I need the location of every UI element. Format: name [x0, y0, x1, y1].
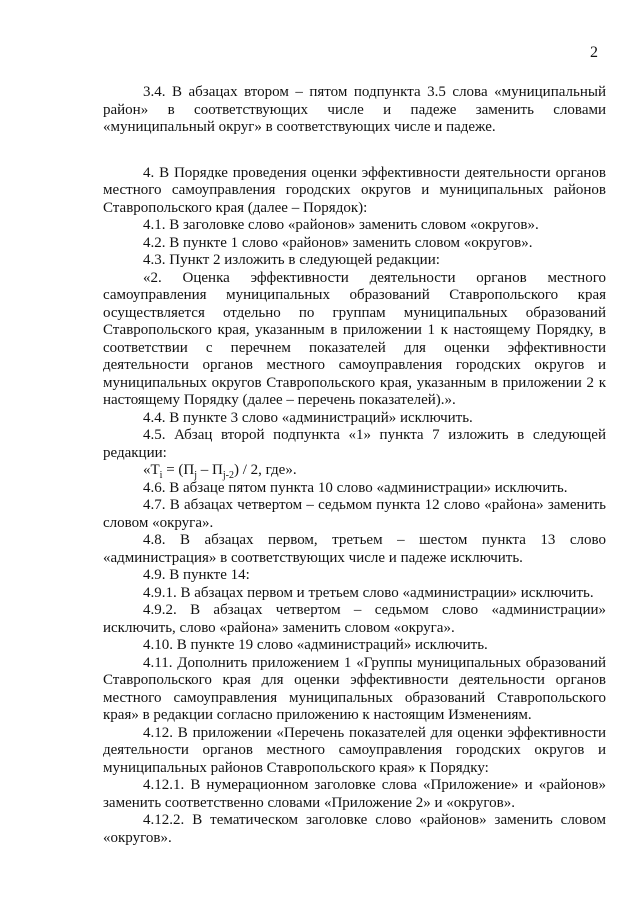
paragraph-4-6: 4.6. В абзаце пятом пункта 10 слово «администрации» исключить.: [143, 479, 568, 496]
paragraph-4-1: 4.1. В заголовке слово «районов» заменить словом «округов».: [143, 217, 539, 233]
paragraph-4-3-text: «2. Оценка эффективности деятельности органов местного самоуправления муниципальных образований Ставропольского края осуществляется отдельно по группам муниципальных образований Ставропольского края, указанным в приложении 1 к настоящему Порядку, в соответствии с перечнем показателей для оценки эффективности деятельности органов местного самоуправления городских округов и муниципальных округов Ставропольского края, указанным в приложении 2 к настоящему Порядку (далее – перечень показателей).».: [103, 269, 606, 408]
formula-open: «T: [143, 462, 160, 478]
paragraph-4-11: 4.11. Дополнить приложением 1 «Группы муниципальных образований Ставропольского края для оценки эффективности деятельности органов местного самоуправления муниципальных образований Ставропольского края» в редакции согласно приложению к настоящим Изменениям.: [103, 654, 606, 723]
paragraph-4-3: 4.3. Пункт 2 изложить в следующей редакции:: [143, 252, 440, 268]
document-body: [103, 84, 606, 847]
paragraph-4-12-2: 4.12.2. В тематическом заголовке слово «районов» заменить словом «округов».: [103, 812, 606, 846]
page-number: 2: [590, 44, 598, 61]
paragraph-4-9-2: 4.9.2. В абзацах четвертом – седьмом слово «администрации» исключить, слово «района» заменить словом «округа».: [103, 602, 606, 636]
paragraph-3-4: 3.4. В абзацах втором – пятом подпункта 3.5 слова «муниципальный район» в соответствующих числе и падеже заменить словами «муниципальный округ» в соответствующих числе и падеже.: [103, 84, 606, 135]
paragraph-4-7: 4.7. В абзацах четвертом – седьмом пункта 12 слово «района» заменить словом «округа».: [103, 497, 606, 531]
paragraph-4-2: 4.2. В пункте 1 слово «районов» заменить словом «округов».: [143, 234, 533, 251]
paragraph-4-12: 4.12. В приложении «Перечень показателей для оценки эффективности деятельности органов местного самоуправления городских округов и муниципальных районов Ставропольского края» к Порядку:: [103, 724, 606, 776]
formula-sub-j2: j-2: [222, 470, 234, 481]
formula-line: [103, 462, 606, 480]
formula-minus: – П: [197, 462, 223, 478]
paragraph-4-9-1: 4.9.1. В абзацах первом и третьем слово «администрации» исключить.: [143, 584, 594, 601]
paragraph-4-12-1: 4.12.1. В нумерационном заголовке слова «Приложение» и «районов» заменить соответственно словами «Приложение 2» и «округов».: [103, 777, 606, 811]
paragraph-4-10: 4.10. В пункте 19 слово «администраций» исключить.: [143, 637, 488, 653]
formula-sub-j: j: [194, 470, 198, 481]
paragraph-4-5: 4.5. Абзац второй подпункта «1» пункта 7 изложить в следующей редакции:: [103, 427, 606, 461]
paragraph-4-9: 4.9. В пункте 14:: [143, 567, 250, 583]
paragraph-4-4: 4.4. В пункте 3 слово «администраций» исключить.: [143, 409, 473, 426]
formula-eq: = (П: [162, 462, 195, 478]
paragraph-4-8: 4.8. В абзацах первом, третьем – шестом пункта 13 слово «администрация» в соответствующих числе и падеже исключить.: [103, 532, 606, 566]
paragraph-4: 4. В Порядке проведения оценки эффективности деятельности органов местного самоуправления городских округов и муниципальных районов Ставропольского края (далее – Порядок):: [103, 164, 606, 216]
formula-close: ) / 2, где».: [233, 462, 297, 478]
formula-sub-i: i: [159, 470, 163, 481]
